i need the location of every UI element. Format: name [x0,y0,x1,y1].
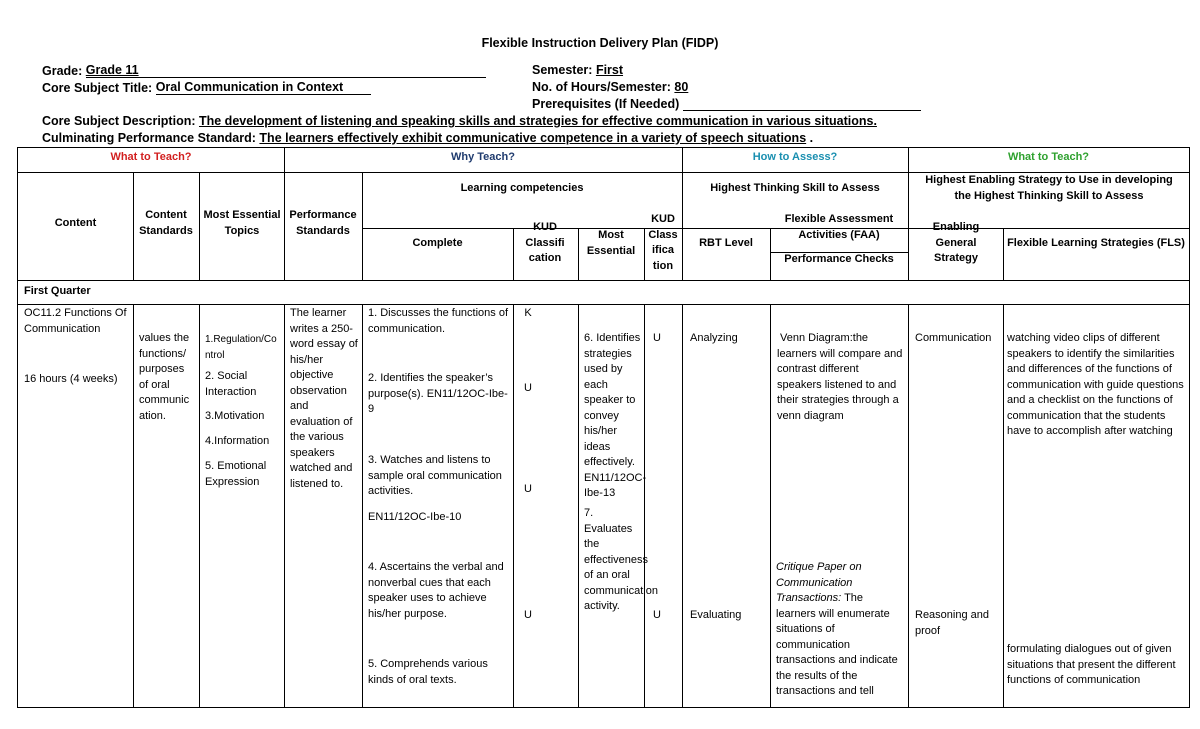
fidp-table [17,147,1190,708]
col-divider [199,172,200,280]
col-performance-checks: Performance Checks [784,253,894,265]
topic-item: 3.Motivation [205,410,265,422]
topic-item: 1.Regulation/Co ntrol [205,334,277,361]
prereq-label: Prerequisites (If Needed) [532,97,680,111]
col-most-essential: Most Essential [586,229,636,257]
fls-item: watching video clips of different speakers to identify the similarities and differences of the functions of communication with guide questions and a checklist on the functions of communication that the students have to accomplish after watching [1007,332,1184,437]
hours-value: 80 [674,80,689,94]
col-divider [133,304,134,708]
rbt-level: Evaluating [690,609,742,621]
most-essential-item: 7. Evaluates the effectiveness of an oral communication activity. [584,507,658,612]
col-divider [362,304,363,708]
highest-thinking-header: Highest Thinking Skill to Assess [710,182,880,194]
core-subject-label: Core Subject Title: [42,81,153,95]
col-divider [682,304,683,708]
complete-item: 4. Ascertains the verbal and nonverbal cues that each speaker uses to achieve his/her purpose. [368,561,504,620]
col-divider [644,228,645,280]
highest-enabling-header: Highest Enabling Strategy to Use in developing the Highest Thinking Skill to Assess [925,174,1173,202]
col-content-standards: Content Standards [139,209,193,237]
core-subject-line [42,80,371,95]
col-faa: Flexible Assessment Activities (FAA) [784,213,894,241]
faa-activity-body: The learners will enumerate situations of communication transactions and indicate the results of the transactions and tell [776,592,898,697]
rbt-level: Analyzing [690,332,738,344]
grade-value: Grade 11 [86,63,486,78]
col-divider [284,172,285,280]
kud-value: U [524,483,532,495]
description-value: The development of listening and speaking skills and strategies for effective communication in various situations. [198,114,877,128]
semester-label: Semester: [532,63,593,77]
performance-standard: The learner writes a 250-word essay of his/her objective observation and evaluation of the various speakers watched and listened to. [290,307,358,490]
col-divider [199,304,200,708]
row-divider [18,304,1189,305]
quarter-label: First Quarter [24,285,91,297]
faa-activity: Venn Diagram:the learners will compare and contrast different speakers listened to and their strategies through a venn diagram [777,332,903,422]
col-divider [908,148,909,280]
grade-line [42,63,486,78]
document-title: Flexible Instruction Delivery Plan (FIDP) [481,36,719,50]
culminating-end: . [809,131,814,145]
col-divider [644,304,645,708]
col-divider [770,304,771,708]
topic-item: 4.Information [205,435,270,447]
most-essential-item: 6. Identifies strategies used by each speaker to convey his/her ideas effectively. EN11/12OC-Ibe-13 [584,332,647,499]
kud-value: U [653,609,661,621]
group-why-teach: Why Teach? [451,151,515,163]
fls-item: formulating dialogues out of given situations that present the different functions of communication [1007,643,1176,686]
col-divider [513,228,514,280]
topic-item: 5. Emotional Expression [205,460,267,488]
group-what-to-teach: What to Teach? [110,151,192,163]
kud-value: U [524,609,532,621]
description-line [42,114,877,128]
col-rbt-level: RBT Level [699,237,753,249]
enabling-strategy: Reasoning and proof [915,609,990,637]
culminating-line [42,131,813,145]
prereq-blank [683,98,921,111]
col-divider [908,304,909,708]
semester-line [532,63,623,77]
col-content: Content [54,217,97,229]
learning-competencies-header: Learning competencies [460,182,584,194]
culminating-label: Culminating Performance Standard: [42,131,256,145]
content-standards: values the functions/ purposes of oral communic ation. [139,332,190,422]
kud-value: U [524,382,532,394]
col-divider [133,172,134,280]
col-divider [284,304,285,708]
row-divider [362,228,1189,229]
col-kud-1: KUD Classifi cation [525,221,565,264]
semester-value: First [595,63,624,77]
col-complete: Complete [412,237,463,249]
faa-activity-title: Critique Paper on Communication Transactions: [776,561,862,604]
col-performance: Performance Standards [289,209,357,237]
hours-label: No. of Hours/Semester: [532,80,671,94]
col-divider [682,148,683,280]
description-label: Core Subject Description: [42,114,196,128]
hours-line [532,80,688,94]
topic-item: 2. Social Interaction [205,370,257,398]
prereq-line [532,97,921,111]
complete-item: 3. Watches and listens to sample oral communication activities. [368,454,502,497]
grade-label: Grade: [42,64,83,78]
enabling-strategy: Communication [915,332,992,344]
row-divider [18,280,1189,281]
content-title: OC11.2 Functions Of Communication [24,307,127,335]
col-kud-2: KUD Class ifica tion [648,213,678,272]
complete-item: EN11/12OC-Ibe-10 [368,511,462,523]
complete-item: 5. Comprehends various kinds of oral texts. [368,658,488,686]
group-what-to-teach-2: What to Teach? [1007,151,1090,163]
col-fls: Flexible Learning Strategies (FLS) [1007,237,1185,249]
faa-activity-2 [776,560,904,700]
complete-item: 1. Discusses the functions of communication. [368,307,509,335]
col-topics: Most Essential Topics [203,209,281,237]
core-subject-value: Oral Communication in Context [156,80,371,95]
col-divider [1003,304,1004,708]
kud-value: U [653,332,661,344]
kud-value: K [524,307,532,319]
col-divider [578,304,579,708]
group-how-to-assess: How to Assess? [752,151,838,163]
complete-item: 2. Identifies the speaker’s purpose(s). EN11/12OC-Ibe-9 [368,372,508,415]
col-divider [578,228,579,280]
content-hours: 16 hours (4 weeks) [24,373,118,385]
col-enabling: Enabling General Strategy [932,221,980,264]
culminating-value: The learners effectively exhibit communicative competence in a variety of speech situations [259,131,807,145]
col-divider [513,304,514,708]
